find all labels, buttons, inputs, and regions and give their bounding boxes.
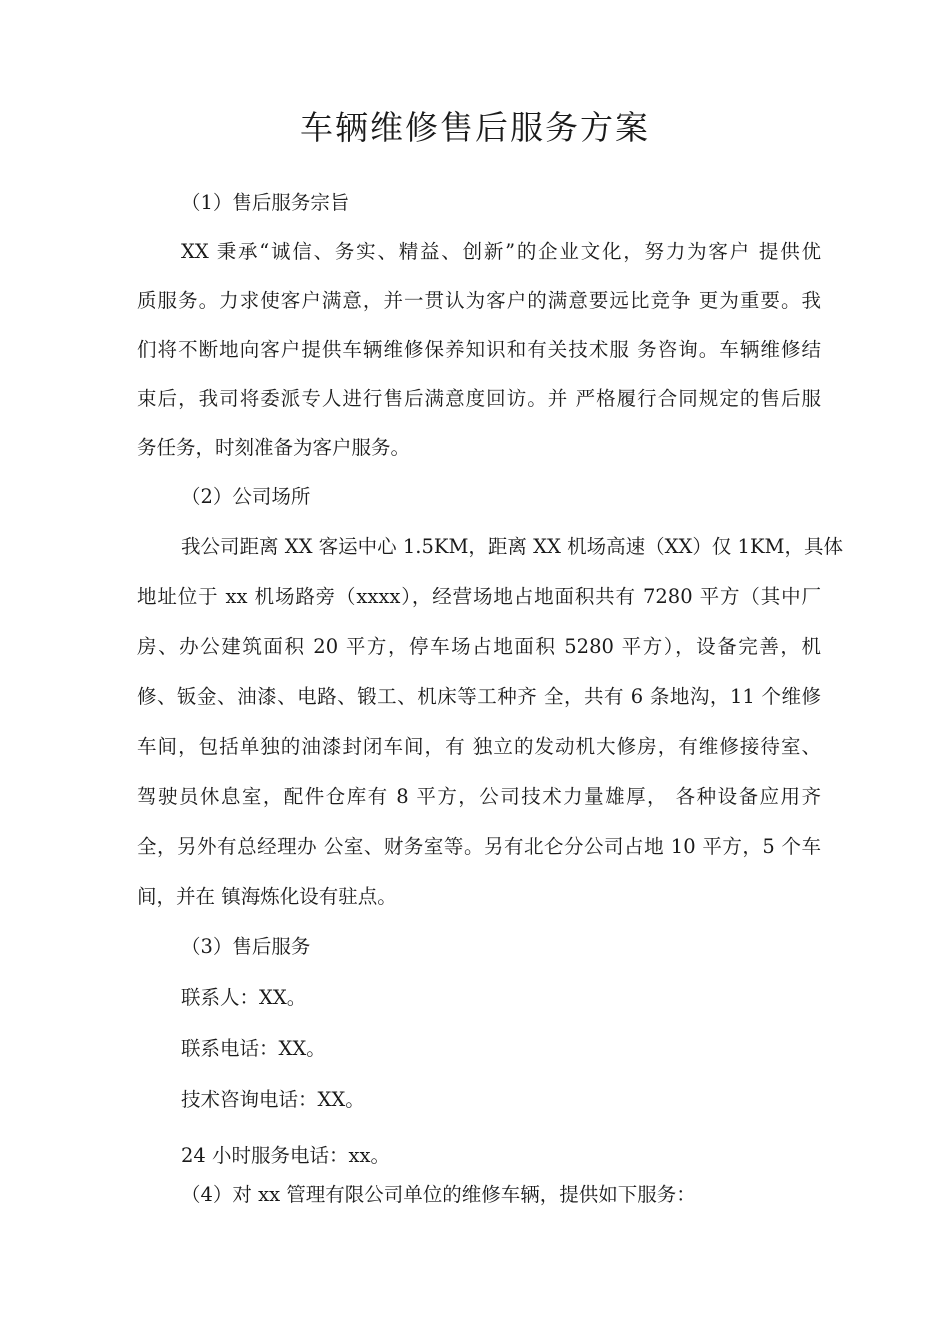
section-heading-company-premises: （2）公司场所: [181, 485, 311, 508]
tech-consult-phone: 技术咨询电话：XX。: [181, 1088, 365, 1111]
contact-person: 联系人：XX。: [181, 986, 307, 1009]
paragraph-line: 务任务，时刻准备为客户服务。: [137, 436, 411, 459]
section-heading-service-purpose: （1）售后服务宗旨: [181, 191, 350, 214]
hotline-24h: 24 小时服务电话：xx。: [181, 1144, 391, 1167]
section-heading-after-sales: （3）售后服务: [181, 935, 311, 958]
paragraph-line: 质服务。力求使客户满意，并一贯认为客户的满意要远比竞争 更为重要。我: [137, 289, 821, 312]
paragraph-line: 地址位于 xx 机场路旁（xxxx），经营场地占地面积共有 7280 平方（其中厂: [137, 585, 821, 608]
paragraph-line: 房、办公建筑面积 20 平方，停车场占地面积 5280 平方），设备完善，机: [137, 635, 821, 658]
paragraph-line: 间，并在 镇海炼化设有驻点。: [137, 885, 397, 908]
paragraph-line: 束后，我司将委派专人进行售后满意度回访。并 严格履行合同规定的售后服: [137, 387, 821, 410]
paragraph-line: 修、钣金、油漆、电路、锻工、机床等工种齐 全，共有 6 条地沟，11 个维修: [137, 685, 821, 708]
section-heading-services-provided: （4）对 xx 管理有限公司单位的维修车辆，提供如下服务：: [181, 1183, 696, 1206]
paragraph-line: 车间，包括单独的油漆封闭车间，有 独立的发动机大修房，有维修接待室、: [137, 735, 821, 758]
document-title: 车辆维修售后服务方案: [300, 108, 650, 147]
paragraph-line: XX 秉承“诚信、务实、精益、创新”的企业文化，努力为客户 提供优: [181, 240, 821, 263]
contact-phone: 联系电话：XX。: [181, 1037, 326, 1060]
paragraph-line: 全，另外有总经理办 公室、财务室等。另有北仑分公司占地 10 平方，5 个车: [137, 835, 821, 858]
paragraph-line: 我公司距离 XX 客运中心 1.5KM，距离 XX 机场高速（XX）仅 1KM，具体: [181, 535, 843, 558]
paragraph-line: 们将不断地向客户提供车辆维修保养知识和有关技术服 务咨询。车辆维修结: [137, 338, 821, 361]
paragraph-line: 驾驶员休息室，配件仓库有 8 平方，公司技术力量雄厚， 各种设备应用齐: [137, 785, 821, 808]
